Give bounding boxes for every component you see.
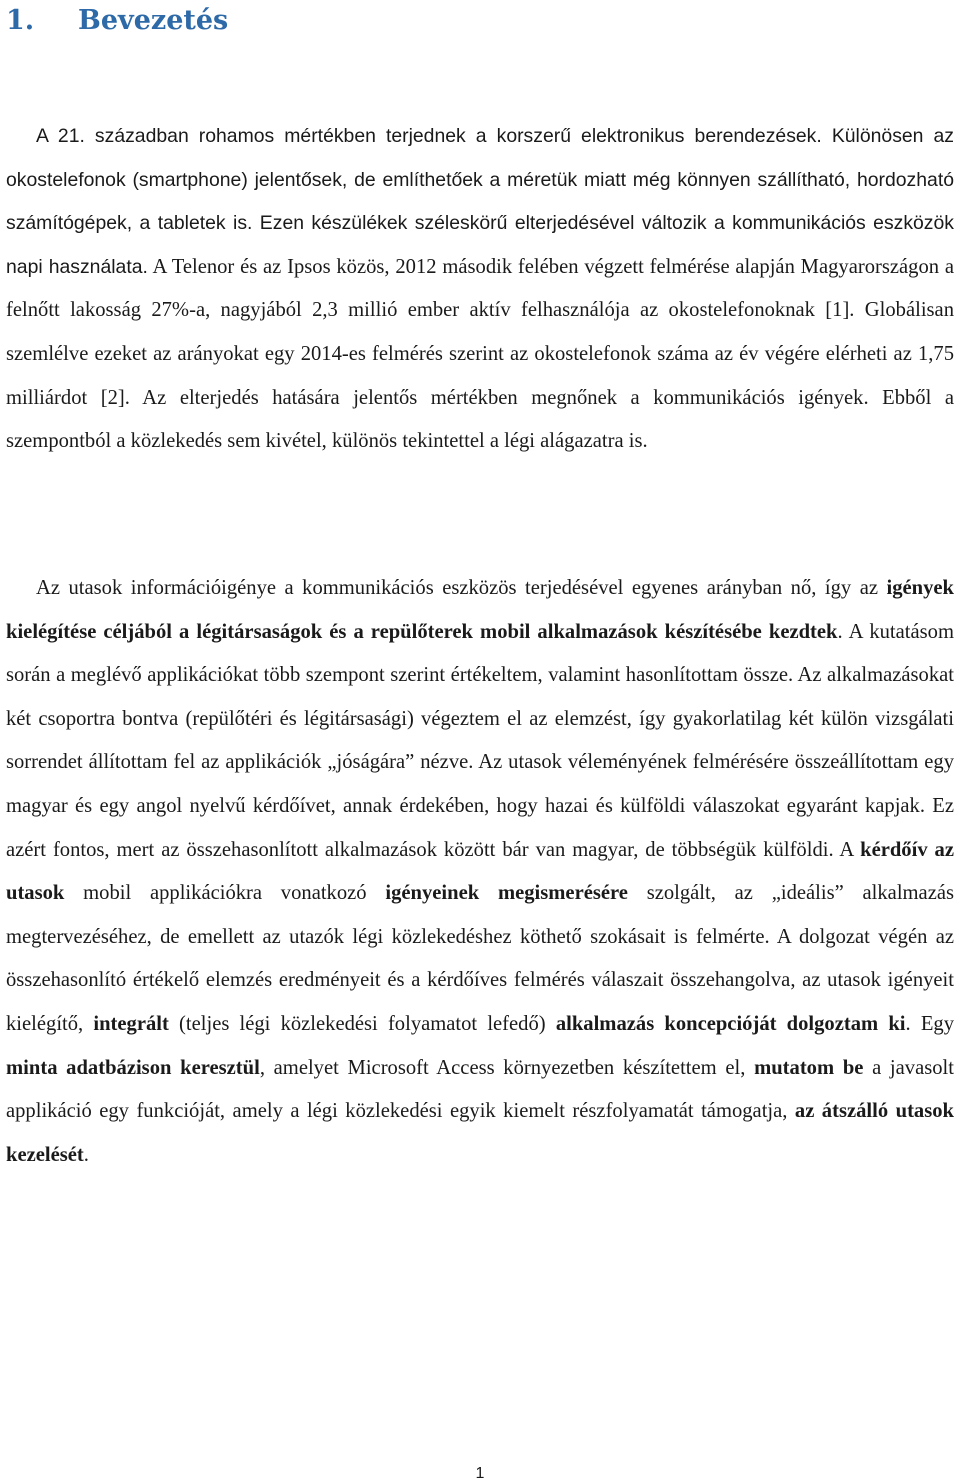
bold-run: kérdőív az utasok	[6, 838, 954, 905]
bold-run: igények kielégítése céljából a légitársaságok és a repülőterek mobil alkalmazások készítésébe kezdtek	[6, 577, 954, 643]
text-run: mobil applikációkra vonatkozó	[64, 882, 386, 905]
section-number: 1.	[6, 5, 35, 36]
paragraph-research	[6, 567, 954, 1177]
bold-run: igényeinek megismerésére	[385, 882, 628, 905]
section-heading	[6, 2, 228, 40]
page-number: 1	[475, 1465, 485, 1482]
bold-run: integrált	[93, 1012, 169, 1035]
text-run: . Egy	[905, 1012, 955, 1035]
bold-run: az átszálló utasok kezelését	[6, 1100, 954, 1166]
paragraph-intro	[6, 115, 954, 464]
text-run: a javasolt applikáció egy funkcióját, amely a légi közlekedési egyik kiemelt részfolyamatát támogatja,	[6, 1056, 954, 1123]
paragraph-intro-serif-text: A Telenor és az Ipsos közös, 2012 második felében végzett felmérése alapján Magyarországon a felnőtt lakosság 27%-a, nagyjából 2,3 millió ember aktív felhasználója az okostelefonoknak [1]. Globálisan szemlélve ezeket az arányokat egy 2014-es felmérés szerint az okostelefonok száma az év végére elérheti az 1,75 milliárdot [2]. Az elterjedés hatására jelentős mértékben megnőnek a kommunikációs igények. Ebből a szempontból a közlekedés sem kivétel, különös tekintettel a légi alágazatra is.	[6, 255, 954, 453]
text-run: szolgált, az „ideális” alkalmazás megtervezéséhez, de emellett az utazók légi közlekedéshez köthető szokásait is felmérte. A dolgozat végén az összehasonlító értékelő elemzés eredményeit és a kérdőíves felmérés válaszait összehangolva, az utasok igényeit kielégítő,	[6, 882, 954, 1035]
bold-run: mutatom be	[754, 1056, 864, 1079]
paragraph-intro-sans-text: A 21. században rohamos mértékben terjednek a korszerű elektronikus berendezések. Különösen az okostelefonok (smartphone) jelentősek, de említhetőek a méretük miatt még könnyen szállítható, hordozható számítógépek, a tabletek is. Ezen készülékek széleskörű elterjedésével változik a kommunikációs eszközök napi használata.	[6, 125, 954, 278]
text-run: , amelyet Microsoft Access környezetben készítettem el,	[259, 1056, 755, 1079]
text-run: .	[83, 1143, 89, 1166]
text-run: . A kutatásom során a meglévő applikációkat több szempont szerint értékeltem, valamint hasonlítottam össze. Az alkalmazásokat két csoportra bontva (repülőtéri és légitársasági) végeztem el az elemzést, így gyakorlatilag két külön vizsgálati sorrendet állítottam fel az applikációk „jóságára” nézve. Az utasok véleményének felmérésére összeállítottam egy magyar és egy angol nyelvű kérdőívet, annak érdekében, hogy hazai és külföldi válaszokat egyaránt kapjak. Ez azért fontos, mert az összehasonlított alkalmazások között bár van magyar, de többségük külföldi. A	[6, 620, 954, 861]
text-run: (teljes légi közlekedési folyamatot lefedő)	[168, 1012, 556, 1035]
section-title: Bevezetés	[78, 5, 229, 36]
text-run: Az utasok információigénye a kommunikációs eszközös terjedésével egyenes arányban nő, így az	[36, 577, 887, 599]
bold-run: alkalmazás koncepcióját dolgoztam ki	[555, 1012, 906, 1035]
bold-run: minta adatbázison keresztül	[6, 1056, 260, 1079]
